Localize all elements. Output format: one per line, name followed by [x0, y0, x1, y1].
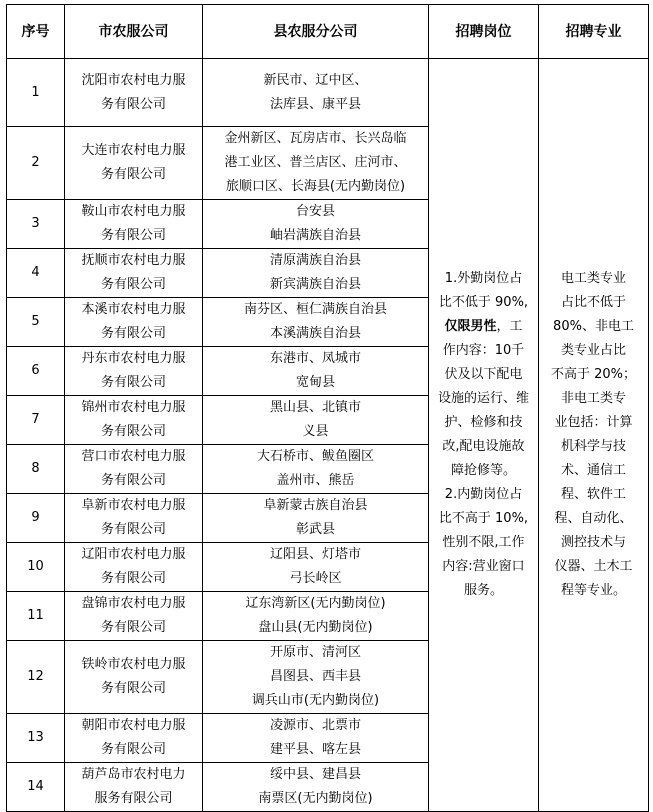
major-line: 占比不低于: [560, 295, 626, 310]
recruitment-table: [6, 4, 649, 812]
city-company-line: 锦州市农村电力服: [81, 400, 186, 415]
city-company-line: 务有限公司: [100, 681, 166, 696]
county-branch-line: 盘山县(无内勤岗位): [258, 620, 373, 635]
post-line: [429, 579, 538, 603]
row-city-company: [65, 200, 203, 249]
row-seq: 7: [7, 396, 65, 445]
table-row: [7, 59, 649, 127]
row-county-branches: [203, 347, 429, 396]
post-text: 改,配电设施故: [442, 439, 525, 454]
post-emphasis: 仅限男性: [444, 319, 497, 334]
county-branch-line: 开原市、清河区: [269, 645, 361, 660]
header-city-company: 市农服公司: [65, 5, 203, 59]
city-company-line: 葫芦岛市农村电力: [81, 767, 186, 782]
city-company-line: 大连市农村电力服: [81, 143, 186, 158]
row-seq: 1: [7, 59, 65, 127]
row-county-branches: [203, 298, 429, 347]
row-seq: 13: [7, 714, 65, 763]
county-branch-line: 台安县: [295, 204, 335, 219]
post-text: 性别不限,工作: [442, 535, 525, 550]
county-branch-line: 大石桥市、鲅鱼圈区: [256, 449, 374, 464]
major-line: 业包括：计算: [554, 415, 633, 430]
post-text: 1.外勤岗位占: [444, 271, 523, 286]
city-company-line: 营口市农村电力服: [81, 449, 186, 464]
city-company-line: 务有限公司: [100, 96, 166, 112]
post-line: [429, 267, 538, 291]
city-company-line: 辽阳市农村电力服: [81, 547, 186, 562]
county-branch-line: 岫岩满族自治县: [269, 228, 361, 243]
city-company-line: 朝阳市农村电力服: [81, 718, 186, 733]
row-city-company: [65, 543, 203, 592]
row-county-branches: [203, 543, 429, 592]
row-county-branches: [203, 763, 429, 812]
county-branch-line: 凌源市、北票市: [269, 718, 361, 733]
post-text: 服务。: [463, 583, 503, 598]
county-branch-line: 调兵山市(无内勤岗位): [251, 693, 380, 708]
city-company-line: 务有限公司: [100, 742, 166, 757]
row-county-branches: [203, 59, 429, 127]
county-branch-line: 新宾满族自治县: [269, 277, 361, 292]
row-county-branches: [203, 249, 429, 298]
post-line: [429, 387, 538, 411]
post-text: ，工: [496, 319, 523, 334]
major-description: [539, 59, 649, 812]
city-company-line: 务有限公司: [100, 473, 166, 488]
row-city-company: [65, 396, 203, 445]
row-seq: 11: [7, 592, 65, 641]
post-line: [429, 507, 538, 531]
county-branch-line: 本溪满族自治县: [269, 326, 361, 341]
major-line: 程、自动化、: [554, 511, 633, 526]
city-company-line: 务有限公司: [100, 375, 166, 390]
city-company-line: 务有限公司: [100, 522, 166, 537]
row-seq: 14: [7, 763, 65, 812]
post-line: [429, 555, 538, 579]
row-county-branches: [203, 592, 429, 641]
post-text: 作内容：10千: [442, 343, 525, 358]
post-text: 2.内勤岗位占: [444, 487, 523, 502]
post-text: 伏及以下配电: [444, 367, 523, 382]
row-county-branches: [203, 200, 429, 249]
county-branch-line: 弓长岭区: [289, 571, 342, 586]
post-text: 比不高于 10%,: [438, 511, 529, 526]
city-company-line: 鞍山市农村电力服: [81, 204, 186, 219]
county-branch-line: 阜新蒙古族自治县: [263, 498, 368, 513]
city-company-line: 务有限公司: [100, 424, 166, 439]
county-branch-line: 南芬区、桓仁满族自治县: [243, 302, 387, 317]
city-company-line: 沈阳市农村电力服: [81, 72, 186, 88]
major-line: 测控技术与: [560, 535, 626, 550]
row-county-branches: [203, 714, 429, 763]
header-county-branch: 县农服分公司: [203, 5, 429, 59]
county-branch-line: 盖州市、熊岳: [276, 473, 355, 488]
city-company-line: 务有限公司: [100, 167, 166, 182]
row-seq: 12: [7, 641, 65, 714]
post-text: 障抢修等。: [450, 463, 516, 478]
city-company-line: 盘锦市农村电力服: [81, 596, 186, 611]
county-branch-line: 法库县、康平县: [269, 96, 361, 112]
post-text: 设施的运行、维: [437, 391, 529, 406]
county-branch-line: 港工业区、普兰店区、庄河市、: [224, 155, 407, 170]
row-seq: 6: [7, 347, 65, 396]
header-major: 招聘专业: [539, 5, 649, 59]
county-branch-line: 辽东湾新区(无内勤岗位): [245, 596, 386, 611]
post-line: [429, 435, 538, 459]
city-company-line: 务有限公司: [100, 277, 166, 292]
row-seq: 4: [7, 249, 65, 298]
row-city-company: [65, 249, 203, 298]
post-line: [429, 339, 538, 363]
city-company-line: 服务有限公司: [94, 791, 173, 806]
row-county-branches: [203, 641, 429, 714]
post-line: [429, 315, 538, 339]
row-city-company: [65, 298, 203, 347]
county-branch-line: 义县: [302, 424, 329, 439]
city-company-line: 抚顺市农村电力服: [81, 253, 186, 268]
row-seq: 5: [7, 298, 65, 347]
county-branch-line: 建平县、喀左县: [269, 742, 361, 757]
county-branch-line: 东港市、凤城市: [269, 351, 361, 366]
row-county-branches: [203, 396, 429, 445]
row-city-company: [65, 714, 203, 763]
county-branch-line: 彰武县: [295, 522, 335, 537]
row-city-company: [65, 127, 203, 200]
county-branch-line: 黑山县、北镇市: [269, 400, 361, 415]
major-line: 类专业占比: [560, 343, 626, 358]
header-row: [7, 5, 649, 59]
city-company-line: 铁岭市农村电力服: [81, 657, 186, 672]
header-seq: 序号: [7, 5, 65, 59]
city-company-line: 本溪市农村电力服: [81, 302, 186, 317]
row-city-company: [65, 641, 203, 714]
row-seq: 8: [7, 445, 65, 494]
row-city-company: [65, 347, 203, 396]
post-text: 内容:营业窗口: [442, 559, 525, 574]
row-city-company: [65, 445, 203, 494]
major-line: 机科学与技: [560, 439, 626, 454]
row-seq: 2: [7, 127, 65, 200]
post-line: [429, 291, 538, 315]
row-city-company: [65, 59, 203, 127]
major-line: 非电工类专: [560, 391, 626, 406]
major-line: 术、通信工: [560, 463, 626, 478]
county-branch-line: 辽阳县、灯塔市: [269, 547, 361, 562]
city-company-line: 务有限公司: [100, 228, 166, 243]
county-branch-line: 新民市、辽中区、: [263, 72, 368, 88]
row-county-branches: [203, 127, 429, 200]
row-seq: 9: [7, 494, 65, 543]
county-branch-line: 旅顺口区、长海县(无内勤岗位): [225, 179, 406, 194]
post-line: [429, 459, 538, 483]
row-county-branches: [203, 494, 429, 543]
county-branch-line: 宽甸县: [295, 375, 335, 390]
city-company-line: 阜新市农村电力服: [81, 498, 186, 513]
row-seq: 3: [7, 200, 65, 249]
county-branch-line: 南票区(无内勤岗位): [258, 791, 373, 806]
post-line: [429, 531, 538, 555]
county-branch-line: 昌图县、西丰县: [269, 669, 361, 684]
row-county-branches: [203, 445, 429, 494]
major-line: 仪器、土木工: [554, 559, 633, 574]
major-line: 程、软件工: [560, 487, 626, 502]
city-company-line: 务有限公司: [100, 571, 166, 586]
major-line: 80%、非电工: [553, 319, 634, 334]
row-city-company: [65, 592, 203, 641]
row-city-company: [65, 763, 203, 812]
county-branch-line: 清原满族自治县: [269, 253, 361, 268]
row-seq: 10: [7, 543, 65, 592]
post-description: [429, 59, 539, 812]
post-line: [429, 483, 538, 507]
major-line: 电工类专业: [560, 271, 626, 286]
city-company-line: 务有限公司: [100, 620, 166, 635]
post-text: 护、检修和技: [444, 415, 523, 430]
city-company-line: 丹东市农村电力服: [81, 351, 186, 366]
major-line: 程等专业。: [560, 583, 626, 598]
major-line: 不高于 20%；: [550, 367, 637, 382]
county-branch-line: 绥中县、建昌县: [269, 767, 361, 782]
header-post: 招聘岗位: [429, 5, 539, 59]
post-text: 比不低于 90%,: [438, 295, 529, 310]
city-company-line: 务有限公司: [100, 326, 166, 341]
post-line: [429, 363, 538, 387]
county-branch-line: 金州新区、瓦房店市、长兴岛临: [224, 131, 407, 146]
row-city-company: [65, 494, 203, 543]
post-line: [429, 411, 538, 435]
